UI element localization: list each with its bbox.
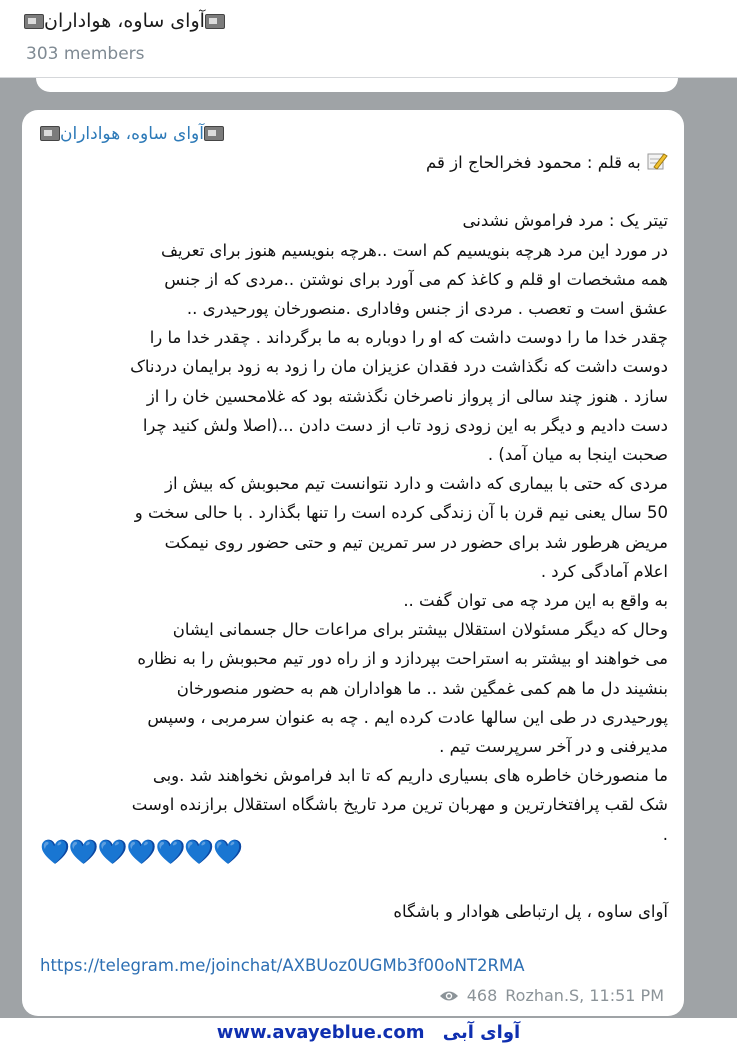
- text-line: مردی که حتی با بیماری که داشت و دارد نتوانست تیم محبوبش که بیش از: [164, 474, 668, 494]
- chat-title: آوای ساوه، هواداران: [24, 10, 225, 32]
- text-line: دوست داشت که نگذاشت درد فقدان عزیزان مان را زود به زود برایمان دردناک: [130, 357, 668, 377]
- chat-header[interactable]: [0, 0, 737, 78]
- text-line: چقدر خدا ما را دوست داشت که او را دوباره به ما برگرداند . چقدر خدا ما را: [149, 328, 668, 348]
- text-line: سازد . هنوز چند سالی از پرواز ناصرخان نگذشته بود که غلامحسین خان را از: [146, 386, 668, 406]
- text-line: دست دادیم و دیگر به این زودی زود تاب از دست دادن ...(اصلا ولش کنید چرا: [142, 415, 668, 435]
- text-line: تیتر یک : مرد فراموش نشدنی: [462, 211, 668, 231]
- message-text: [40, 148, 668, 849]
- footer-label: آوای آبی: [442, 1022, 521, 1043]
- text-line: همه مشخصات او قلم و کاغذ کم می آورد برای نوشتن ..مردی که از جنس: [164, 269, 668, 289]
- text-line: عشق است و تعصب . مردی از جنس وفاداری .منصورخان پورحیدری ..: [186, 299, 668, 318]
- newspaper-icon: [205, 14, 225, 29]
- text-line: در مورد این مرد هرچه بنویسیم کم است ..هرچه بنویسیم هنوز برای تعریف: [160, 240, 668, 260]
- channel-tagline: آوای ساوه ، پل ارتباطی هوادار و باشگاه: [393, 902, 668, 921]
- text-line: .: [662, 824, 668, 844]
- text-line: مدیرفنی و در آخر سرپرست تیم .: [439, 737, 668, 757]
- text-line: صحبت اینجا به میان آمد) .: [487, 445, 668, 465]
- forwarded-channel-name[interactable]: آوای ساوه، هواداران: [40, 124, 224, 144]
- join-chat-link[interactable]: https://telegram.me/joinchat/AXBUoz0UGMb3f00oNT2RMA: [40, 956, 525, 975]
- text-line: ما منصورخان خاطره های بسیاری داریم که تا ابد فراموش نخواهند شد .وبی: [152, 766, 668, 786]
- blue-hearts-emoji: 💙💙💙💙💙💙💙: [40, 838, 243, 866]
- message-meta: [439, 986, 664, 1005]
- text-line: اعلام آمادگی کرد .: [540, 561, 668, 581]
- newspaper-icon: [204, 126, 224, 141]
- text-line: پورحیدری در طی این سالها عادت کرده ایم . چه به عنوان سرمربی ، وسپس: [147, 707, 668, 727]
- memo-pencil-icon: [646, 151, 668, 171]
- text-line: 50 سال یعنی نیم قرن با آن زندگی کرده است را تنها بگذارد . با حالی سخت و: [134, 503, 668, 523]
- eye-icon: [439, 989, 459, 1003]
- text-line: بنشیند دل ما هم کمی غمگین شد .. ما هواداران هم به حضور منصورخان: [176, 678, 668, 698]
- watermark-footer: [0, 1018, 737, 1051]
- newspaper-icon: [40, 126, 60, 141]
- view-count: 468: [466, 986, 498, 1005]
- text-line: مریض هرطور شد برای حضور در سر تمرین تیم و حتی حضور روی نیمکت: [164, 532, 668, 552]
- text-line: می خواهند او بیشتر به استراحت بپردازد و از راه دور تیم محبوبش را به نظاره: [137, 649, 668, 669]
- text-line: وحال که دیگر مسئولان استقلال بیشتر برای مراعات حال جسمانی ایشان: [172, 620, 668, 640]
- member-count: 303 members: [26, 44, 145, 64]
- message-bubble[interactable]: [22, 110, 684, 1016]
- text-line: شک لقب پرافتخارترین و مهربان ترین مرد تاریخ باشگاه استقلال برازنده اوست: [131, 795, 668, 815]
- byline: به قلم : محمود فخرالحاج از قم: [40, 148, 668, 177]
- author-time: Rozhan.S, 11:51 PM: [505, 986, 664, 1005]
- footer-site: www.avayeblue.com: [216, 1022, 425, 1043]
- previous-message-bubble: [36, 78, 678, 92]
- newspaper-icon: [24, 14, 44, 29]
- text-line: به واقع به این مرد چه می توان گفت ..: [403, 591, 668, 611]
